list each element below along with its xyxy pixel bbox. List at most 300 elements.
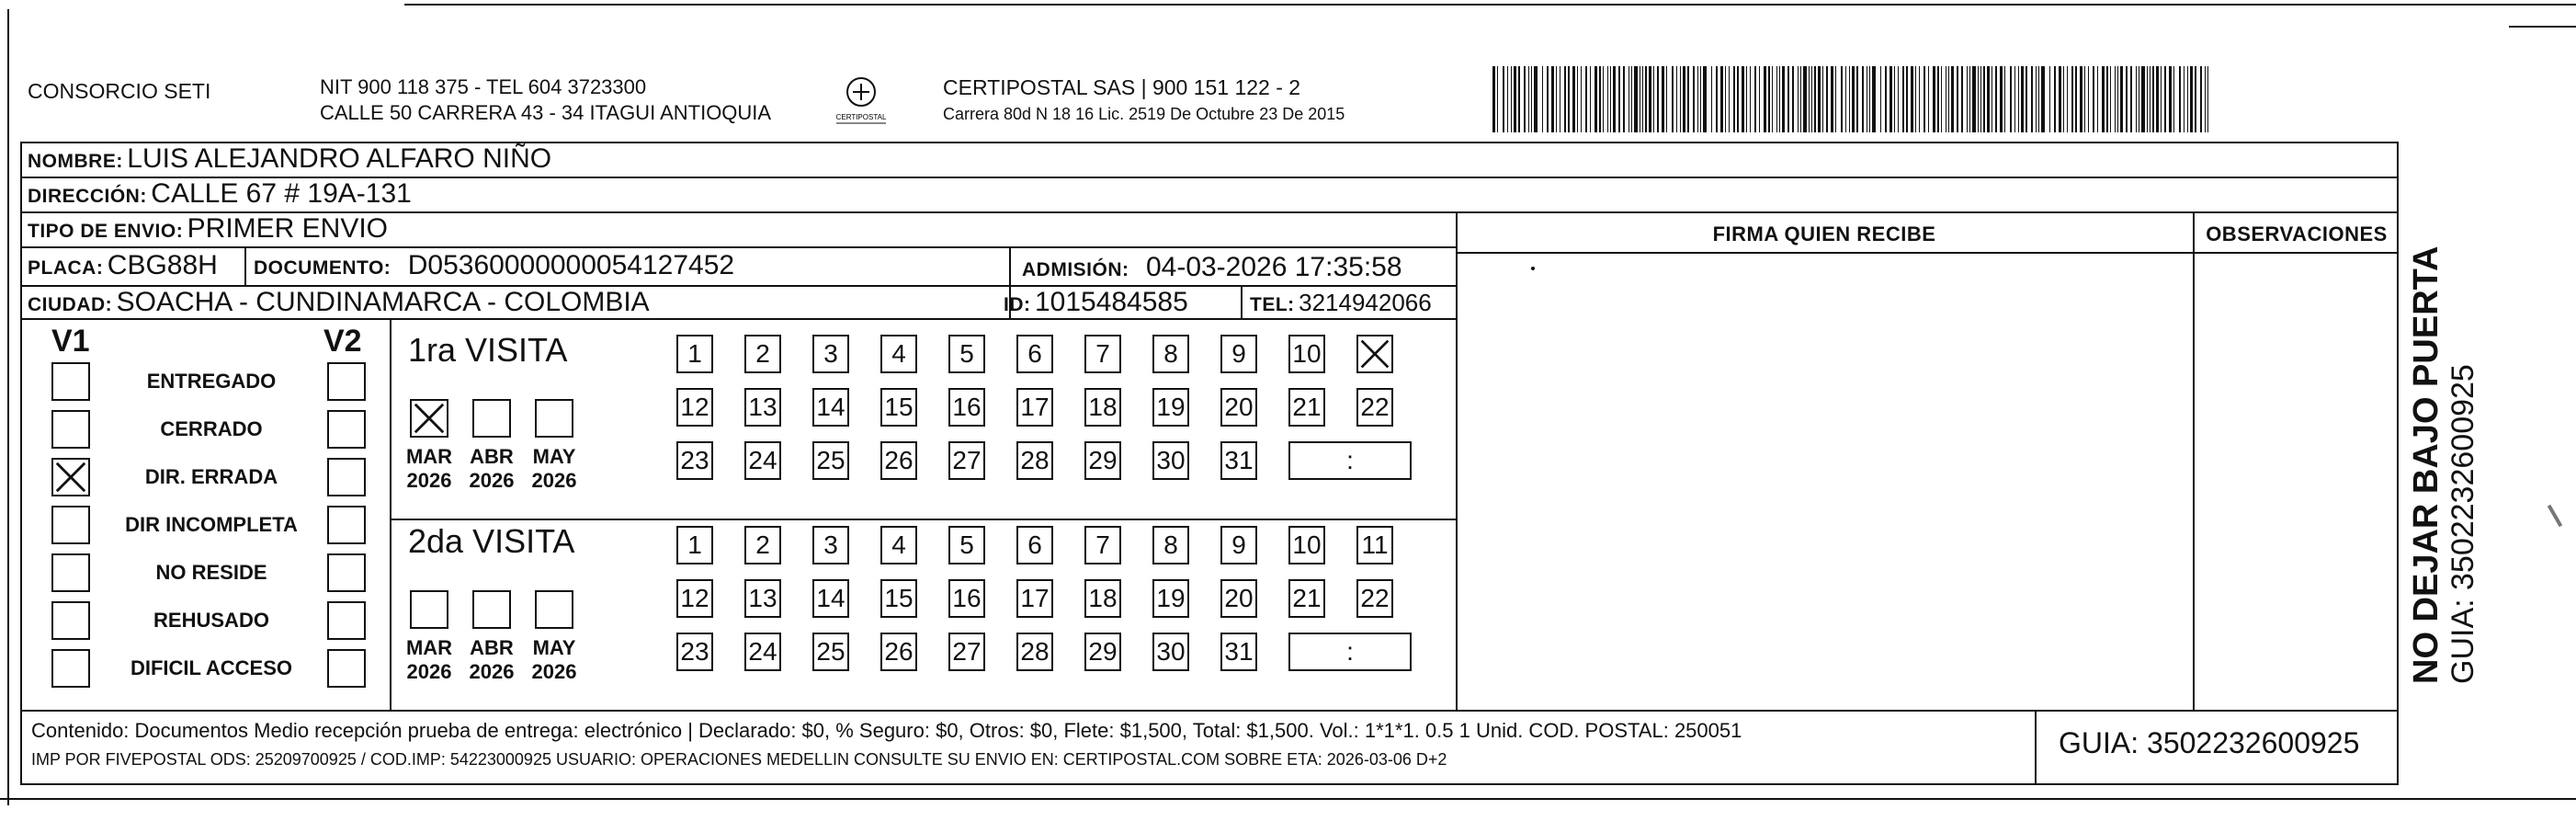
barcode-bar [1941,66,1942,132]
day-box[interactable]: 3 [812,335,849,373]
barcode-bar [1841,66,1843,132]
barcode-bar [1518,66,1520,132]
visit-2-title: 2da VISITA [408,522,575,560]
day-box[interactable]: 18 [1084,579,1121,618]
v2-checkbox[interactable] [327,362,366,401]
barcode-bar [1948,66,1949,132]
barcode-bar [2010,66,2012,132]
barcode-bar [1547,66,1549,132]
barcode-bar [2169,66,2172,132]
day-box[interactable]: 15 [880,388,917,427]
barcode-bar [1779,66,1780,132]
barcode-bar [2038,66,2039,132]
barcode-bar [2084,66,2085,132]
barcode-bar [1607,66,1608,132]
month-name: MAR [405,445,453,468]
barcode-bar [1772,66,1773,132]
signature-header: FIRMA QUIEN RECIBE [1712,222,1936,245]
barcode-bar [1613,66,1616,132]
day-box[interactable] [1356,335,1393,373]
v1-checkbox[interactable] [51,601,90,640]
shipment-row [28,213,388,245]
barcode-bar [1657,66,1659,132]
day-box[interactable]: 19 [1152,579,1189,618]
signature-header-line [1456,252,2399,254]
barcode-bar [1951,66,1954,132]
month-label [522,636,586,684]
day-box[interactable]: 29 [1084,441,1121,480]
barcode-bar [2152,66,2154,132]
barcode-bar [1928,66,1929,132]
barcode-bar [1792,66,1794,132]
time-box[interactable]: : [1288,441,1412,480]
barcode-bar [1524,66,1526,132]
day-box[interactable]: 20 [1220,388,1257,427]
month-checkbox[interactable] [410,590,448,629]
barcode-bar [1961,66,1963,132]
barcode-bar [1720,66,1723,132]
barcode-bar [1618,66,1620,132]
day-box[interactable]: 8 [1152,526,1189,564]
day-box[interactable]: 13 [744,388,781,427]
v1-checkbox[interactable] [51,458,90,496]
barcode-bar [1957,66,1958,132]
day-box[interactable]: 8 [1152,335,1189,373]
v2-label: V2 [323,324,362,359]
barcode-bar [1809,66,1810,132]
month-checkbox[interactable] [472,399,511,438]
address-row [28,178,412,210]
reason-label: ENTREGADO [146,370,277,393]
shipment-label: TIPO DE ENVIO: [28,221,184,242]
barcode-bar [1687,66,1689,132]
admission-label: ADMISIÓN: [1022,259,1129,280]
barcode-bar [1856,66,1858,132]
barcode-bar [1933,66,1935,132]
barcode-bar [1800,66,1801,132]
barcode-bar [1746,66,1747,132]
day-box[interactable]: 16 [948,579,985,618]
day-box[interactable]: 6 [1016,335,1053,373]
barcode-bar [1577,66,1578,132]
signature-mark [1531,267,1535,270]
barcode-bar [1742,66,1744,132]
barcode-bar [2106,66,2108,132]
tel-row [1250,289,1432,317]
month-name: MAY [532,445,576,468]
barcode-bar [1568,66,1570,132]
reason-label: DIFICIL ACCESO [130,656,292,679]
barcode-bar [2147,66,2148,132]
address-label: DIRECCIÓN: [28,186,147,207]
day-box[interactable]: 30 [1152,441,1189,480]
barcode-bar [2200,66,2202,132]
day-box[interactable]: 28 [1016,441,1053,480]
month-year: 2026 [406,469,452,492]
day-box[interactable]: 4 [880,526,917,564]
side-guia-text: GUIA: 3502232600925 [2445,364,2480,684]
barcode-bar [2117,66,2118,132]
v1-checkbox[interactable] [51,506,90,544]
barcode-bar [1672,66,1674,132]
paper-edge-left [7,9,9,805]
day-box[interactable]: 11 [1356,526,1393,564]
barcode-bar [1919,66,1920,132]
barcode-bar [1628,66,1629,132]
barcode-bar [1507,66,1508,132]
barcode-bar [1666,66,1667,132]
barcode-bar [2093,66,2094,132]
month-name: MAR [405,636,453,659]
plate-label: PLACA: [28,257,104,279]
barcode-bar [1906,66,1908,132]
day-box[interactable]: 22 [1356,579,1393,618]
day-box[interactable]: 23 [676,441,713,480]
month-year: 2026 [406,660,452,683]
day-box[interactable]: 7 [1084,335,1121,373]
barcode-bar [1983,66,1985,132]
barcode-bar [1902,66,1904,132]
barcode-bar [1969,66,1970,132]
barcode-bar [2126,66,2128,132]
company-name: CONSORCIO SETI [28,79,211,103]
barcode-bar [1729,66,1730,132]
barcode-bar [1768,66,1770,132]
day-box[interactable]: 25 [812,441,849,480]
v1-label: V1 [51,324,90,359]
day-box[interactable]: 7 [1084,526,1121,564]
carrier-line: CERTIPOSTAL SAS | 900 151 122 - 2 [943,75,1301,99]
side-mark [2548,505,2562,528]
barcode-bar [1585,66,1587,132]
barcode-bar [1531,66,1532,132]
v2-checkbox[interactable] [327,553,366,592]
barcode-bar [1826,66,1828,132]
barcode-bar [2141,66,2145,132]
time-box[interactable]: : [1288,633,1412,671]
barcode-bar [2026,66,2027,132]
barcode-bar [2187,66,2188,132]
day-box[interactable]: 20 [1220,579,1257,618]
day-box[interactable]: 18 [1084,388,1121,427]
barcode-bar [2115,66,2116,132]
barcode-bar [2031,66,2033,132]
barcode-bar [1978,66,1979,132]
barcode-bar [1590,66,1591,132]
barcode-bar [1725,66,1726,132]
id-label: ID: [1004,294,1031,315]
barcode-bar [1803,66,1807,132]
barcode-bar [1862,66,1864,132]
barcode-bar [2110,66,2111,132]
barcode-bar [1849,66,1850,132]
month-checkbox[interactable] [410,399,448,438]
visit-divider [390,519,1456,520]
barcode-bar [2014,66,2015,132]
day-box[interactable]: 2 [744,335,781,373]
barcode-bar [2041,66,2045,132]
day-box[interactable]: 9 [1220,526,1257,564]
v2-checkbox[interactable] [327,601,366,640]
month-checkbox[interactable] [472,590,511,629]
barcode-bar [1814,66,1816,132]
certipostal-logo [831,72,891,127]
reason-label: REHUSADO [153,609,269,632]
barcode-bar [2059,66,2061,132]
day-box[interactable]: 1 [676,526,713,564]
day-box[interactable]: 24 [744,441,781,480]
barcode-bar [2161,66,2162,132]
barcode-bar [1649,66,1651,132]
barcode-bar [1869,66,1870,132]
month-label [397,445,461,493]
barcode-bar [1683,66,1685,132]
id-row [1004,287,1188,318]
barcode-bar [1782,66,1785,132]
footer-guia: GUIA: 3502232600925 [2059,726,2360,759]
barcode-bar [1594,66,1597,132]
tel-divider [1241,285,1243,318]
barcode-bar [1937,66,1939,132]
barcode-bar [1811,66,1812,132]
barcode-bar [1880,66,1881,132]
barcode-bar [2071,66,2073,132]
barcode-bar [1787,66,1789,132]
barcode-bar [1572,66,1575,132]
barcode-bar [1542,66,1543,132]
barcode-bar [1894,66,1895,132]
barcode-bar [2173,66,2174,132]
v2-checkbox[interactable] [327,506,366,544]
month-name: MAY [532,636,576,659]
document-label: DOCUMENTO: [254,257,392,279]
day-box[interactable]: 31 [1220,633,1257,671]
v2-checkbox[interactable] [327,410,366,449]
barcode-bar [2195,66,2196,132]
tel-label: TEL: [1250,294,1295,315]
month-name: ABR [470,445,514,468]
barcode-bar [2130,66,2132,132]
month-label [460,445,524,493]
barcode-bar [1610,66,1611,132]
admission-row [1022,252,1402,283]
day-box[interactable]: 10 [1288,526,1325,564]
tel-value: 3214942066 [1299,289,1432,316]
barcode-bar [2120,66,2123,132]
barcode-bar [2021,66,2024,132]
day-box[interactable]: 10 [1288,335,1325,373]
barcode-bar [2080,66,2082,132]
barcode-bar [1603,66,1604,132]
day-box[interactable]: 27 [948,633,985,671]
observations-header: OBSERVACIONES [2206,222,2388,245]
day-box[interactable]: 12 [676,579,713,618]
barcode-bar [1492,66,1495,132]
barcode-bar [1911,66,1913,132]
nit-line: NIT 900 118 375 - TEL 604 3723300 [320,75,647,98]
day-box[interactable]: 26 [880,633,917,671]
barcode-bar [1754,66,1756,132]
v2-checkbox[interactable] [327,458,366,496]
barcode-bar [1680,66,1681,132]
day-box[interactable]: 9 [1220,335,1257,373]
day-box[interactable]: 17 [1016,388,1053,427]
barcode-bar [2000,66,2003,132]
month-checkbox[interactable] [535,399,573,438]
day-box[interactable]: 26 [880,441,917,480]
barcode-bar [2075,66,2077,132]
side-text [2406,96,2480,684]
barcode-bar [1987,66,1990,132]
barcode-bar [1980,66,1981,132]
barcode-bar [1798,66,1799,132]
barcode-bar [1750,66,1751,132]
admission-value: 04-03-2026 17:35:58 [1145,252,1402,282]
shipment-value: PRIMER ENVIO [187,213,389,244]
barcode-bar [1700,66,1701,132]
city-label: CIUDAD: [28,294,113,315]
barcode-bar [1514,66,1516,132]
reason-label: NO RESIDE [155,561,267,584]
day-box[interactable]: 29 [1084,633,1121,671]
month-year: 2026 [531,469,577,492]
day-box[interactable]: 28 [1016,633,1053,671]
barcode-bar [1972,66,1976,132]
barcode-bar [1642,66,1643,132]
barcode-bar [1759,66,1760,132]
barcode-bar [2054,66,2056,132]
barcode-bar [1703,66,1707,132]
paper-edge-top [404,4,2576,6]
barcode-bar [1967,66,1968,132]
barcode-bar [1623,66,1625,132]
day-box[interactable]: 21 [1288,388,1325,427]
barcode-bar [2156,66,2159,132]
plate-value: CBG88H [107,250,218,280]
day-box[interactable]: 17 [1016,579,1053,618]
v1-checkbox[interactable] [51,410,90,449]
month-checkbox[interactable] [535,590,573,629]
day-box[interactable]: 24 [744,633,781,671]
barcode-bar [2018,66,2019,132]
imp-line: IMP POR FIVEPOSTAL ODS: 25209700925 / COD.IMP: 54223000925 USUARIO: OPERACIONES MEDELLIN CONSULTE SU ENVIO EN: CERTIPOSTAL.COM SOBRE ETA: 2026-03-06 D+2 [31,750,1447,769]
name-label: NOMBRE: [28,151,123,172]
barcode-bar [1534,66,1538,132]
day-box[interactable]: 1 [676,335,713,373]
barcode-bar [2088,66,2089,132]
day-box[interactable]: 21 [1288,579,1325,618]
day-box[interactable]: 27 [948,441,985,480]
barcode-bar [1653,66,1654,132]
day-box[interactable]: 5 [948,526,985,564]
day-box[interactable]: 23 [676,633,713,671]
v1-checkbox[interactable] [51,553,90,592]
day-box[interactable]: 15 [880,579,917,618]
day-box[interactable]: 13 [744,579,781,618]
barcode-bar [2004,66,2005,132]
barcode-bar [1845,66,1846,132]
v1-checkbox[interactable] [51,362,90,401]
barcode-bar [1511,66,1512,132]
day-box[interactable]: 3 [812,526,849,564]
barcode-bar [1776,66,1777,132]
barcode-bar [1551,66,1554,132]
barcode-bar [1564,66,1566,132]
barcode-bar [1852,66,1855,132]
month-year: 2026 [531,660,577,683]
day-box[interactable]: 14 [812,579,849,618]
plate-row [28,250,218,281]
footer-line [20,710,2399,712]
day-box[interactable]: 19 [1152,388,1189,427]
barcode-bar [2067,66,2068,132]
no-dejar-text: NO DEJAR BAJO PUERTA [2407,245,2445,684]
paper-edge-bottom [0,798,2576,800]
document-value: D05360000000054127452 [407,250,735,280]
name-row [28,143,551,175]
document-row [254,250,734,281]
barcode-bar [1885,66,1887,132]
city-row [28,287,650,318]
reasons-divider [390,318,392,710]
day-box[interactable]: 14 [812,388,849,427]
barcode-bar [1872,66,1876,132]
barcode-bar [1503,66,1504,132]
reason-label: CERRADO [160,417,263,440]
city-value: SOACHA - CUNDINAMARCA - COLOMBIA [116,287,650,317]
v1-checkbox[interactable] [51,649,90,688]
month-year: 2026 [469,660,515,683]
barcode-bar [2205,66,2206,132]
barcode-bar [1733,66,1735,132]
day-box[interactable]: 31 [1220,441,1257,480]
day-box[interactable]: 30 [1152,633,1189,671]
month-label [460,636,524,684]
barcode-bar [1693,66,1695,132]
barcode-bar [1599,66,1601,132]
barcode-bar [1835,66,1836,132]
v2-checkbox[interactable] [327,649,366,688]
barcode-bar [1581,66,1582,132]
barcode-bar [1676,66,1677,132]
barcode-bar [2207,66,2208,132]
day-box[interactable]: 2 [744,526,781,564]
barcode-bar [1697,66,1698,132]
month-label [397,636,461,684]
day-box[interactable]: 22 [1356,388,1393,427]
barcode-bar [2102,66,2105,132]
day-box[interactable]: 6 [1016,526,1053,564]
observations-divider [2193,211,2195,710]
barcode-bar [1737,66,1739,132]
barcode-bar [1995,66,1997,132]
guia-divider [2035,710,2037,785]
barcode-bar [1915,66,1916,132]
day-box[interactable]: 25 [812,633,849,671]
day-box[interactable]: 12 [676,388,713,427]
row-line [20,318,1456,320]
barcode-bar [2049,66,2050,132]
row-line [20,246,1456,248]
day-box[interactable]: 5 [948,335,985,373]
reason-label: DIR. ERRADA [144,465,278,488]
paper-edge-right-top [2509,26,2576,28]
reason-label: DIR INCOMPLETA [125,513,298,536]
day-box[interactable]: 4 [880,335,917,373]
barcode-bar [2164,66,2166,132]
day-box[interactable]: 16 [948,388,985,427]
name-value: LUIS ALEJANDRO ALFARO NIÑO [127,143,552,174]
